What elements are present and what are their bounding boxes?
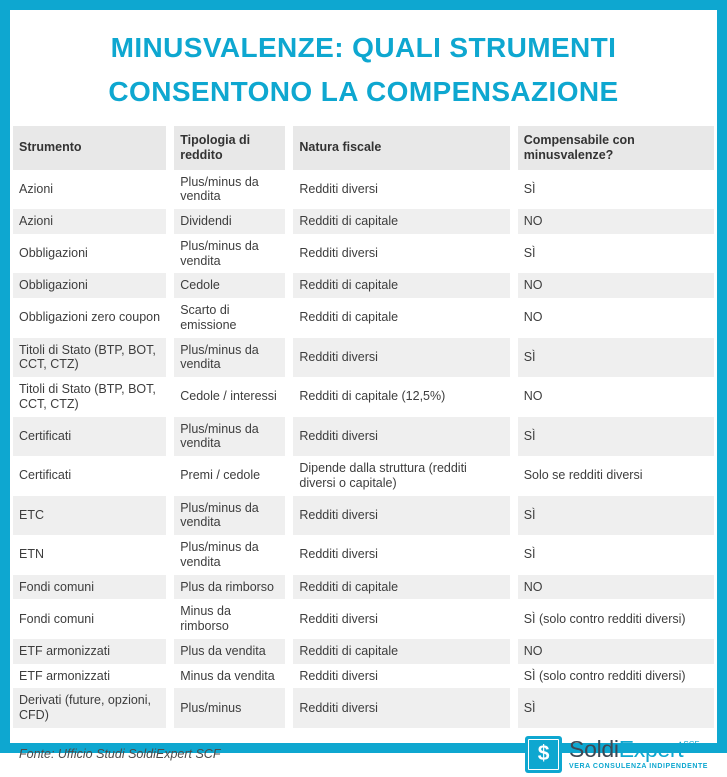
cell-tipologia: Plus/minus da vendita [174,170,293,210]
cell-compensabile: SÌ [523,181,536,196]
cell-tipologia: Plus/minus [174,688,293,728]
table-row [13,456,714,496]
page-title-line2: CONSENTONO LA COMPENSAZIONE [108,76,619,107]
cell-compensabile: NO [518,575,714,600]
cell-compensabile: SÌ [518,338,714,378]
table-row [13,664,714,689]
brand-suffix: SCF [683,740,700,750]
table-row [13,688,714,728]
cell-tipologia: Minus da rimborso [174,599,293,639]
cell-strumento: Azioni [13,170,174,210]
cell-tipologia: Plus da vendita [174,639,293,664]
table-row [13,599,714,639]
cell-compensabile: SÌ (solo contro redditi diversi) [523,668,686,683]
cell-strumento: Derivati (future, opzioni, CFD) [13,688,174,728]
table-row [13,298,714,338]
table-row [13,273,714,298]
cell-tipologia: Plus/minus da vendita [174,338,293,378]
cell-compensabile: NO [523,310,543,325]
column-header-strumento: Strumento [13,126,174,170]
brand-name-dark: Soldi [569,736,619,763]
table-row [13,209,714,234]
brand-block [569,738,708,770]
cell-compensabile: SÌ (solo contro redditi diversi) [523,611,686,626]
cell-strumento: Azioni [13,209,174,234]
cell-tipologia: Cedole [174,273,293,298]
table-body [13,170,714,728]
column-header-compensabile: Compensabile con minusvalenze? [518,126,714,170]
cell-natura: Redditi diversi [293,496,517,536]
cell-natura: Redditi diversi [293,338,517,378]
brand-tagline: VERA CONSULENZA INDIPENDENTE [569,763,708,771]
cell-tipologia: Minus da vendita [174,664,293,689]
footer [13,728,714,777]
cell-compensabile: NO [518,639,714,664]
cell-tipologia: Plus/minus da vendita [174,417,293,457]
cell-strumento: Titoli di Stato (BTP, BOT, CCT, CTZ) [13,377,174,417]
table-row [13,377,714,417]
cell-strumento: Certificati [13,417,174,457]
cell-tipologia: Plus da rimborso [174,575,293,600]
cell-strumento: Titoli di Stato (BTP, BOT, CCT, CTZ) [13,338,174,378]
cell-compensabile: SÌ [518,496,714,536]
cell-natura: Dipende dalla struttura (redditi diversi o capitale) [293,456,517,496]
dollar-icon: $ [525,736,562,773]
cell-tipologia: Plus/minus da vendita [174,535,293,575]
cell-compensabile: Solo se redditi diversi [523,468,643,483]
cell-strumento: Obbligazioni zero coupon [13,298,174,338]
table-row [13,170,714,210]
cell-tipologia: Dividendi [174,209,293,234]
cell-strumento: ETC [13,496,174,536]
cell-strumento: Obbligazioni [13,234,174,274]
cell-natura: Redditi di capitale (12,5%) [293,377,517,417]
cell-natura: Redditi diversi [293,170,517,210]
cell-compensabile: NO [523,389,543,404]
table-row [13,417,714,457]
cell-compensabile: SÌ [523,246,536,261]
cell-compensabile: SÌ [518,688,714,728]
cell-compensabile: SÌ [523,547,536,562]
cell-tipologia: Plus/minus da vendita [174,496,293,536]
cell-compensabile: NO [518,209,714,234]
table-row [13,575,714,600]
cell-strumento: Obbligazioni [13,273,174,298]
brand-name-accent: Expert [618,736,684,763]
cell-natura: Redditi diversi [293,535,517,575]
cell-strumento: Certificati [13,456,174,496]
page-title [13,26,714,114]
cell-natura: Redditi di capitale [293,209,517,234]
table-row [13,496,714,536]
cell-strumento: Fondi comuni [13,575,174,600]
cell-tipologia: Cedole / interessi [174,377,293,417]
cell-compensabile: SÌ [518,417,714,457]
cell-strumento: ETF armonizzati [13,664,174,689]
cell-natura: Redditi di capitale [293,298,517,338]
column-header-tipologia: Tipologia di reddito [174,126,293,170]
cell-natura: Redditi diversi [293,688,517,728]
cell-strumento: ETF armonizzati [13,639,174,664]
cell-natura: Redditi di capitale [293,639,517,664]
table-row [13,639,714,664]
cell-natura: Redditi di capitale [293,273,517,298]
brand-name [569,738,708,761]
source-note: Fonte: Ufficio Studi SoldiExpert SCF [19,747,221,762]
cell-strumento: ETN [13,535,174,575]
cell-natura: Redditi diversi [293,664,517,689]
column-header-natura: Natura fiscale [293,126,517,170]
cell-compensabile: NO [518,273,714,298]
table-row [13,338,714,378]
cell-tipologia: Scarto di emissione [174,298,293,338]
soldiexpert-logo [525,736,708,773]
cell-natura: Redditi diversi [293,234,517,274]
cell-natura: Redditi di capitale [293,575,517,600]
cell-natura: Redditi diversi [293,417,517,457]
cell-tipologia: Plus/minus da vendita [174,234,293,274]
page-title-line1: MINUSVALENZE: QUALI STRUMENTI [110,32,617,63]
compensation-table [13,126,714,728]
table-row [13,234,714,274]
cell-tipologia: Premi / cedole [174,456,293,496]
cell-strumento: Fondi comuni [13,599,174,639]
table-header-row [13,126,714,170]
cell-natura: Redditi diversi [293,599,517,639]
table-row [13,535,714,575]
